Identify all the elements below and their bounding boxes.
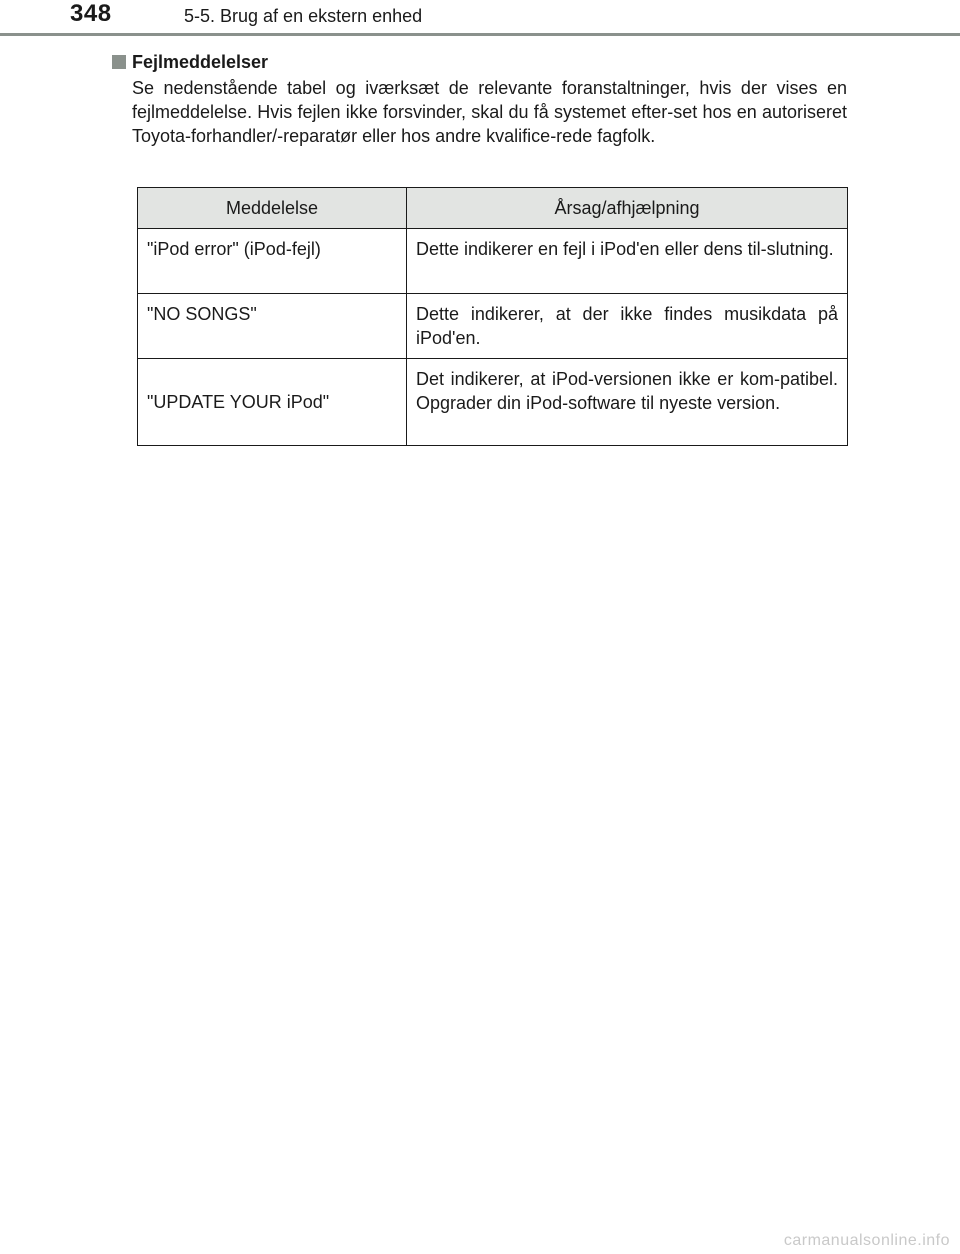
chapter-title: 5-5. Brug af en ekstern enhed xyxy=(184,6,423,26)
table-row xyxy=(138,294,848,359)
table-header-row xyxy=(138,188,848,229)
section-heading-text: Fejlmeddelelser xyxy=(132,51,269,72)
table-row xyxy=(138,229,848,294)
page-number: 348 xyxy=(70,0,112,27)
cause-cell: Dette indikerer, at der ikke findes musikdata på iPod'en. xyxy=(407,294,848,359)
column-header-cause: Årsag/afhjælpning xyxy=(407,188,848,229)
cause-cell: Det indikerer, at iPod-versionen ikke er kom-patibel. Opgrader din iPod-software til nyeste version. xyxy=(407,359,848,446)
section-heading xyxy=(112,50,847,74)
section-body-text: Se nedenstående tabel og iværksæt de relevante foranstaltninger, hvis der vises en fejlmeddelelse. Hvis fejlen ikke forsvinder, skal du få systemet efter-set hos en autoriseret Toyota-forhandler/-reparatør eller hos andre kvalifice-rede fagfolk. xyxy=(132,78,847,146)
table-row xyxy=(138,359,848,446)
watermark: carmanualsonline.info xyxy=(783,1232,950,1249)
message-cell: "NO SONGS" xyxy=(138,294,407,359)
header-divider xyxy=(0,33,960,36)
message-cell: "iPod error" (iPod-fejl) xyxy=(138,229,407,294)
cause-cell: Dette indikerer en fejl i iPod'en eller dens til-slutning. xyxy=(407,229,848,294)
square-bullet-icon xyxy=(112,55,126,69)
column-header-message: Meddelelse xyxy=(138,188,407,229)
error-messages-section xyxy=(112,50,847,148)
message-cell: "UPDATE YOUR iPod" xyxy=(138,359,407,446)
page-header xyxy=(0,0,960,40)
error-messages-table xyxy=(137,187,848,446)
